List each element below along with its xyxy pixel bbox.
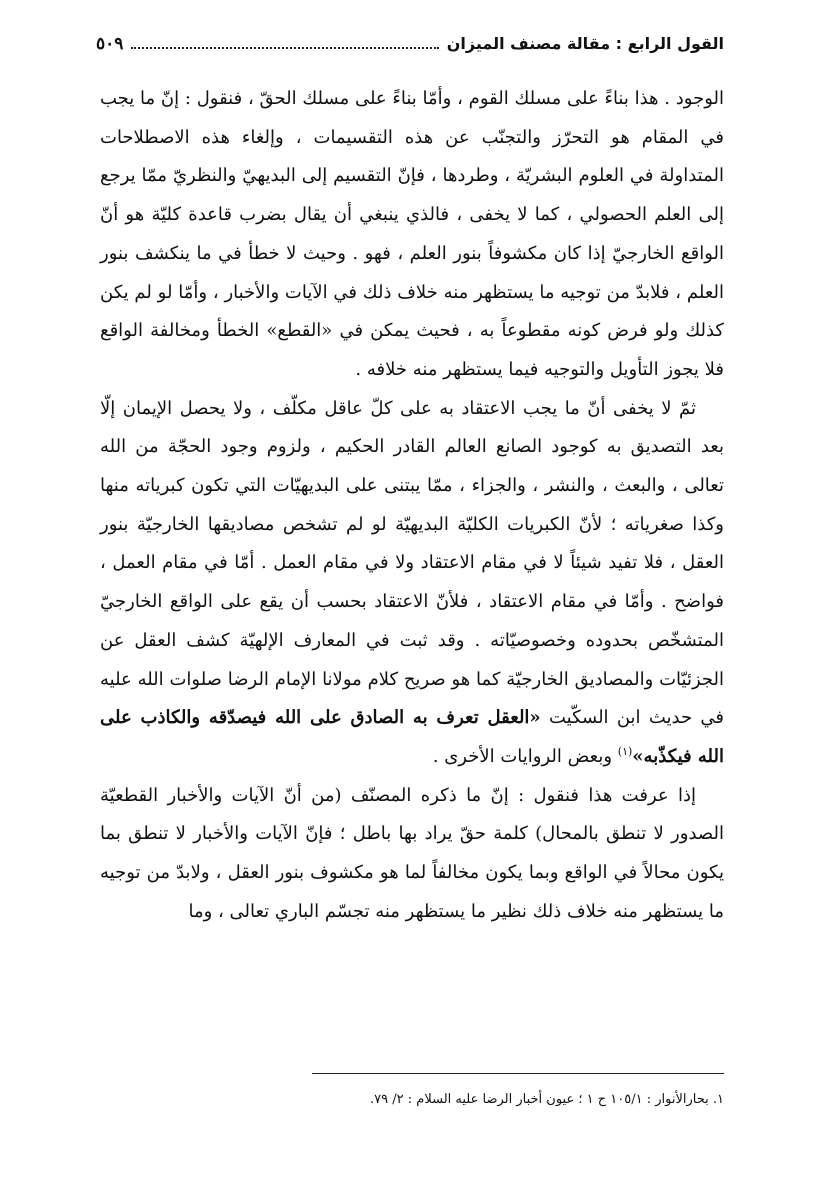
body-text bbox=[100, 80, 724, 931]
paragraph-2 bbox=[100, 390, 724, 777]
footnote-text: ١. بحارالأنوار : ١٠٥/١ ح ١ ؛ عيون أخبار الرضا عليه السلام : ٢/ ٧٩. bbox=[370, 1092, 724, 1107]
paragraph-text: ثمّ لا يخفى أنّ ما يجب الاعتقاد به على كلّ عاقل مكلّف ، ولا يحصل الإيمان إلّا بعد التصديق به كوجود الصانع العالم القادر الحكيم ، ولزوم وجود الحجّة من الله تعالى ، والبعث ، والنشر ، والجزاء ، ممّا يبتنى على البديهيّات التي تكون كبرياته منها وكذا صغرياته ؛ لأنّ الكبريات الكليّة البديهيّة لو لم تشخص مصاديقها الخارجيّة بنور العقل ، فلا تفيد شيئاً لا في مقام الاعتقاد ولا في مقام العمل . أمّا في مقام العمل ، فواضح . وأمّا في مقام الاعتقاد ، فلأنّ الاعتقاد بحسب أن يقع على الواقع الخارجيّ المتشخّص بحدوده وخصوصيّاته . وقد ثبت في المعارف الإلهيّة كشف العقل عن الجزئيّات والمصاديق الخارجيّة كما هو صريح كلام مولانا الإمام الرضا صلوات الله عليه في حديث ابن السكّيت bbox=[100, 397, 724, 729]
running-title: القول الرابع : مقالة مصنف الميزان bbox=[446, 34, 724, 53]
footnote-ref: (١) bbox=[617, 744, 633, 758]
dot-leaders bbox=[131, 35, 438, 49]
paragraph-text: وبعض الروايات الأخرى . bbox=[432, 745, 618, 767]
page-number: ٥٠٩ bbox=[96, 34, 124, 54]
footnote bbox=[100, 1090, 724, 1110]
paragraph-1 bbox=[100, 80, 724, 390]
paragraph-3 bbox=[100, 777, 724, 932]
footnote-divider bbox=[312, 1073, 724, 1074]
paragraph-text: إذا عرفت هذا فنقول : إنّ ما ذكره المصنّف (من أنّ الآيات والأخبار القطعيّة الصدور لا تنطق بالمحال) كلمة حقّ يراد بها باطل ؛ فإنّ الآيات والأخبار لا تنطق بما يكون محالاً في الواقع وبما يكون مخالفاً لما هو مكشوف بنور العقل ، ولابدّ من توجيه ما يستظهر منه خلاف ذلك نظير ما يستظهر منه تجسّم الباري تعالى ، وما bbox=[100, 784, 724, 922]
running-header bbox=[96, 34, 724, 60]
paragraph-text: الوجود . هذا بناءً على مسلك القوم ، وأمّا بناءً على مسلك الحقّ ، فنقول : إنّ ما يجب في المقام هو التحرّز والتجنّب عن هذه التقسيمات ، وإلغاء هذه الاصطلاحات المتداولة في العلوم البشريّة ، وطردها ، فإنّ التقسيم إلى البديهيّ والنظريّ ممّا يرجع إلى العلم الحصولي ، كما لا يخفى ، فالذي ينبغي أن يقال بضرب قاعدة كليّة هو أنّ الواقع الخارجيّ إذا كان مكشوفاً بنور العلم ، فهو . وحيث لا خطأ في ما ينكشف بنور العلم ، فلابدّ من توجيه ما يستظهر منه خلاف ذلك في الآيات والأخبار ، وأمّا لو لم يكن كذلك ولو فرض كونه مقطوعاً به ، فحيث يمكن في «القطع» الخطأ ومخالفة الواقع فلا يجوز التأويل والتوجيه فيما يستظهر منه خلافه . bbox=[100, 88, 724, 380]
hadith-quote: «العقل تعرف به الصادق على الله فيصدّقه والكاذب على الله فيكذّبه» bbox=[100, 707, 724, 767]
